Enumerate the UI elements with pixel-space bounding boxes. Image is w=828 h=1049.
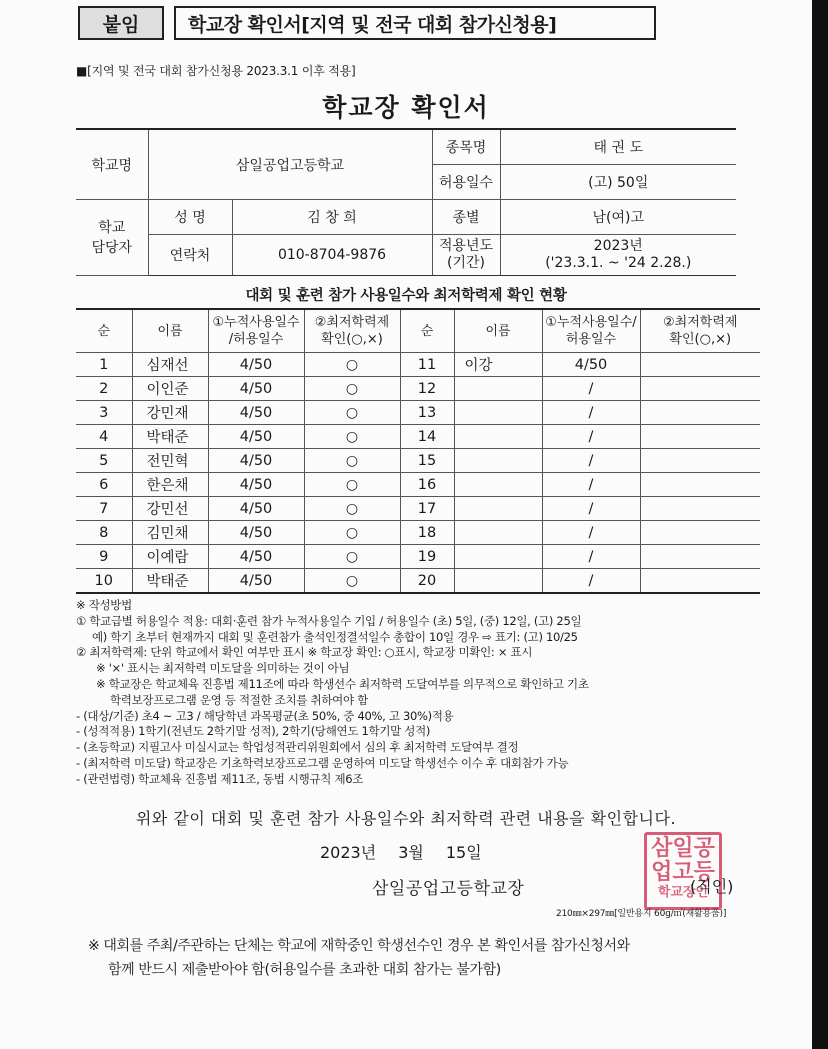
col-no: 순 — [76, 309, 132, 353]
issue-date — [320, 840, 482, 863]
row-days: 4/50 — [208, 473, 304, 497]
row-no: 8 — [76, 521, 132, 545]
period-value: ('23.3.1. ~ '24 2.28.) — [545, 255, 692, 271]
footer-line-2: 함께 반드시 제출받아야 함(허용일수를 초과한 대회 참가는 불가함) — [108, 962, 501, 978]
notes-heading: ※ 작성방법 — [76, 598, 132, 612]
document-title: 학교장 확인서 — [322, 93, 490, 122]
info-table — [76, 128, 736, 276]
allowed-days-value: (고) 50일 — [500, 165, 736, 200]
row-check-right — [640, 521, 760, 545]
row-days: 4/50 — [208, 521, 304, 545]
row-no-right: 18 — [400, 521, 454, 545]
row-name: 강민선 — [132, 497, 208, 521]
attachment-tag: 붙임 — [78, 6, 164, 40]
row-days-right: / — [542, 569, 640, 594]
name-value: 김 창 희 — [232, 200, 432, 235]
row-name: 이인준 — [132, 377, 208, 401]
year-value: 2023년 — [593, 238, 643, 254]
row-days: 4/50 — [208, 449, 304, 473]
row-days: 4/50 — [208, 497, 304, 521]
table-row — [76, 401, 760, 425]
table-row — [76, 353, 760, 377]
col-no-right: 순 — [400, 309, 454, 353]
col-name-right: 이름 — [454, 309, 542, 353]
row-check: ○ — [304, 449, 400, 473]
apply-note: ■[지역 및 전국 대회 참가신청용 2023.3.1 이후 적용] — [76, 64, 356, 78]
row-days: 4/50 — [208, 401, 304, 425]
school-seal-stamp: 삼일공 업고등 학교장인 — [644, 832, 722, 910]
table-row — [76, 473, 760, 497]
row-days-right: / — [542, 521, 640, 545]
year-label: 적용년도 (기간) — [432, 235, 500, 276]
row-no: 4 — [76, 425, 132, 449]
allowed-days-label: 허용일수 — [432, 165, 500, 200]
row-no: 9 — [76, 545, 132, 569]
header-title: 학교장 확인서[지역 및 전국 대회 참가신청용] — [174, 6, 656, 40]
col-check: ②최저학력제 확인(○,×) — [304, 309, 400, 353]
row-check-right — [640, 353, 760, 377]
row-name-right — [454, 497, 542, 521]
row-no-right: 11 — [400, 353, 454, 377]
row-name-right — [454, 569, 542, 594]
row-check-right — [640, 377, 760, 401]
row-name: 심재선 — [132, 353, 208, 377]
row-no: 5 — [76, 449, 132, 473]
row-check: ○ — [304, 425, 400, 449]
table-row — [76, 521, 760, 545]
table-row — [76, 377, 760, 401]
footer-line-1: ※ 대회를 주최/주관하는 단체는 학교에 재학중인 학생선수인 경우 본 확인서를 참가신청서와 — [88, 938, 630, 954]
row-check: ○ — [304, 497, 400, 521]
event-value: 태 권 도 — [500, 129, 736, 165]
row-name-right — [454, 377, 542, 401]
row-no-right: 14 — [400, 425, 454, 449]
contact-label: 연락처 — [148, 235, 232, 276]
row-name: 전민혁 — [132, 449, 208, 473]
col-days: ①누적사용일수 /허용일수 — [208, 309, 304, 353]
name-label: 성 명 — [148, 200, 232, 235]
date-day: 15일 — [445, 843, 482, 862]
paper-spec: 210㎜×297㎜[일반용지 60g/㎡(재활용품)] — [556, 909, 727, 919]
row-days: 4/50 — [208, 377, 304, 401]
table-row — [76, 569, 760, 594]
row-check-right — [640, 401, 760, 425]
note-4a: ※ 학교장은 학교체육 진흥법 제11조에 따라 학생선수 최저학력 도달여부를 의무적으로 확인하고 기초 — [96, 676, 589, 691]
row-name-right — [454, 521, 542, 545]
row-check: ○ — [304, 353, 400, 377]
table-row — [76, 545, 760, 569]
note-d3: - (초등학교) 지필고사 미실시교는 학업성적관리위원회에서 심의 후 최저학력 도달여부 결정 — [76, 740, 519, 755]
row-no: 6 — [76, 473, 132, 497]
row-name: 한은채 — [132, 473, 208, 497]
scan-edge — [812, 0, 828, 1049]
row-check: ○ — [304, 473, 400, 497]
row-days: 4/50 — [208, 545, 304, 569]
row-days-right: / — [542, 401, 640, 425]
note-d5: - (관련법령) 학교체육 진흥법 제11조, 동법 시행규칙 제6조 — [76, 771, 364, 786]
row-no-right: 12 — [400, 377, 454, 401]
note-1b: 예) 학기 초부터 현재까지 대회 및 훈련참가 출석인정결석일수 총합이 10일 경우 ⇨ 표기: (고) 10/25 — [92, 629, 578, 644]
contact-value: 010-8704-9876 — [232, 235, 432, 276]
col-days-right: ①누적사용일수/ 허용일수 — [542, 309, 640, 353]
row-days-right: 4/50 — [542, 353, 640, 377]
gender-label: 종별 — [432, 200, 500, 235]
row-no: 3 — [76, 401, 132, 425]
school-label: 학교명 — [76, 129, 148, 200]
status-rows — [76, 353, 760, 594]
header — [78, 6, 656, 42]
row-no: 1 — [76, 353, 132, 377]
confirm-text: 위와 같이 대회 및 훈련 참가 사용일수와 최저학력 관련 내용을 확인합니다. — [135, 809, 677, 828]
note-1a: ① 학교급별 허용일수 적용: 대회·훈련 참가 누적사용일수 기입 / 허용일수 (초) 5일, (중) 12일, (고) 25일 — [76, 613, 582, 628]
note-d1: - (대상/기준) 초4 ~ 고3 / 해당학년 과목평균(초 50%, 중 40%, 고 30%)적용 — [76, 708, 454, 723]
row-no-right: 13 — [400, 401, 454, 425]
table-row — [76, 425, 760, 449]
row-name-right — [454, 545, 542, 569]
row-days: 4/50 — [208, 569, 304, 594]
row-no-right: 15 — [400, 449, 454, 473]
row-days-right: / — [542, 545, 640, 569]
row-check-right — [640, 473, 760, 497]
row-check-right — [640, 569, 760, 594]
row-check-right — [640, 425, 760, 449]
row-no-right: 20 — [400, 569, 454, 594]
row-check: ○ — [304, 569, 400, 594]
row-name: 김민채 — [132, 521, 208, 545]
note-d2: - (성적적용) 1학기(전년도 2학기말 성적), 2학기(당해연도 1학기말 성적) — [76, 724, 431, 739]
year-cell — [500, 235, 736, 276]
row-no: 10 — [76, 569, 132, 594]
note-d4: - (최저학력 미도달) 학교장은 기초학력보장프로그램 운영하여 미도달 학생선수 이수 후 대회참가 가능 — [76, 755, 569, 770]
row-name-right: 이강 — [454, 353, 542, 377]
row-days-right: / — [542, 473, 640, 497]
manager-label: 학교 담당자 — [76, 200, 148, 276]
note-3: ※ '×' 표시는 최저학력 미도달을 의미하는 것이 아님 — [96, 661, 350, 676]
row-name-right — [454, 425, 542, 449]
row-days-right: / — [542, 377, 640, 401]
row-name-right — [454, 473, 542, 497]
footer-note — [88, 934, 630, 982]
row-name-right — [454, 401, 542, 425]
row-name-right — [454, 449, 542, 473]
section-title: 대회 및 훈련 참가 사용일수와 최저학력제 확인 현황 — [245, 288, 567, 304]
row-no-right: 17 — [400, 497, 454, 521]
notes — [76, 598, 766, 788]
col-name: 이름 — [132, 309, 208, 353]
date-year: 2023년 — [320, 843, 377, 862]
seal-note: (직인) — [690, 877, 734, 896]
row-check-right — [640, 449, 760, 473]
row-days-right: / — [542, 449, 640, 473]
row-name: 박태준 — [132, 425, 208, 449]
row-check-right — [640, 497, 760, 521]
note-2: ② 최저학력제: 단위 학교에서 확인 여부만 표시 ※ 학교장 확인: ○표시, 학교장 미확인: × 표시 — [76, 645, 533, 660]
event-label: 종목명 — [432, 129, 500, 165]
row-days: 4/50 — [208, 353, 304, 377]
row-check-right — [640, 545, 760, 569]
row-no-right: 16 — [400, 473, 454, 497]
row-days: 4/50 — [208, 425, 304, 449]
table-row — [76, 497, 760, 521]
school-value: 삼일공업고등학교 — [148, 129, 432, 200]
gender-value: 남(여)고 — [500, 200, 736, 235]
status-table — [76, 308, 760, 594]
row-days-right: / — [542, 425, 640, 449]
row-name: 강민재 — [132, 401, 208, 425]
row-check: ○ — [304, 401, 400, 425]
date-month: 3월 — [398, 843, 424, 862]
row-days-right: / — [542, 497, 640, 521]
note-4b: 학력보장프로그램 운영 등 적절한 조치를 취하여야 함 — [110, 692, 368, 707]
row-no-right: 19 — [400, 545, 454, 569]
row-check: ○ — [304, 521, 400, 545]
col-check-right: ②최저학력제 확인(○,×) — [640, 309, 760, 353]
row-no: 2 — [76, 377, 132, 401]
row-name: 박태준 — [132, 569, 208, 594]
table-row — [76, 449, 760, 473]
row-name: 이예람 — [132, 545, 208, 569]
principal-name: 삼일공업고등학교장 — [372, 879, 525, 899]
row-check: ○ — [304, 377, 400, 401]
row-no: 7 — [76, 497, 132, 521]
row-check: ○ — [304, 545, 400, 569]
